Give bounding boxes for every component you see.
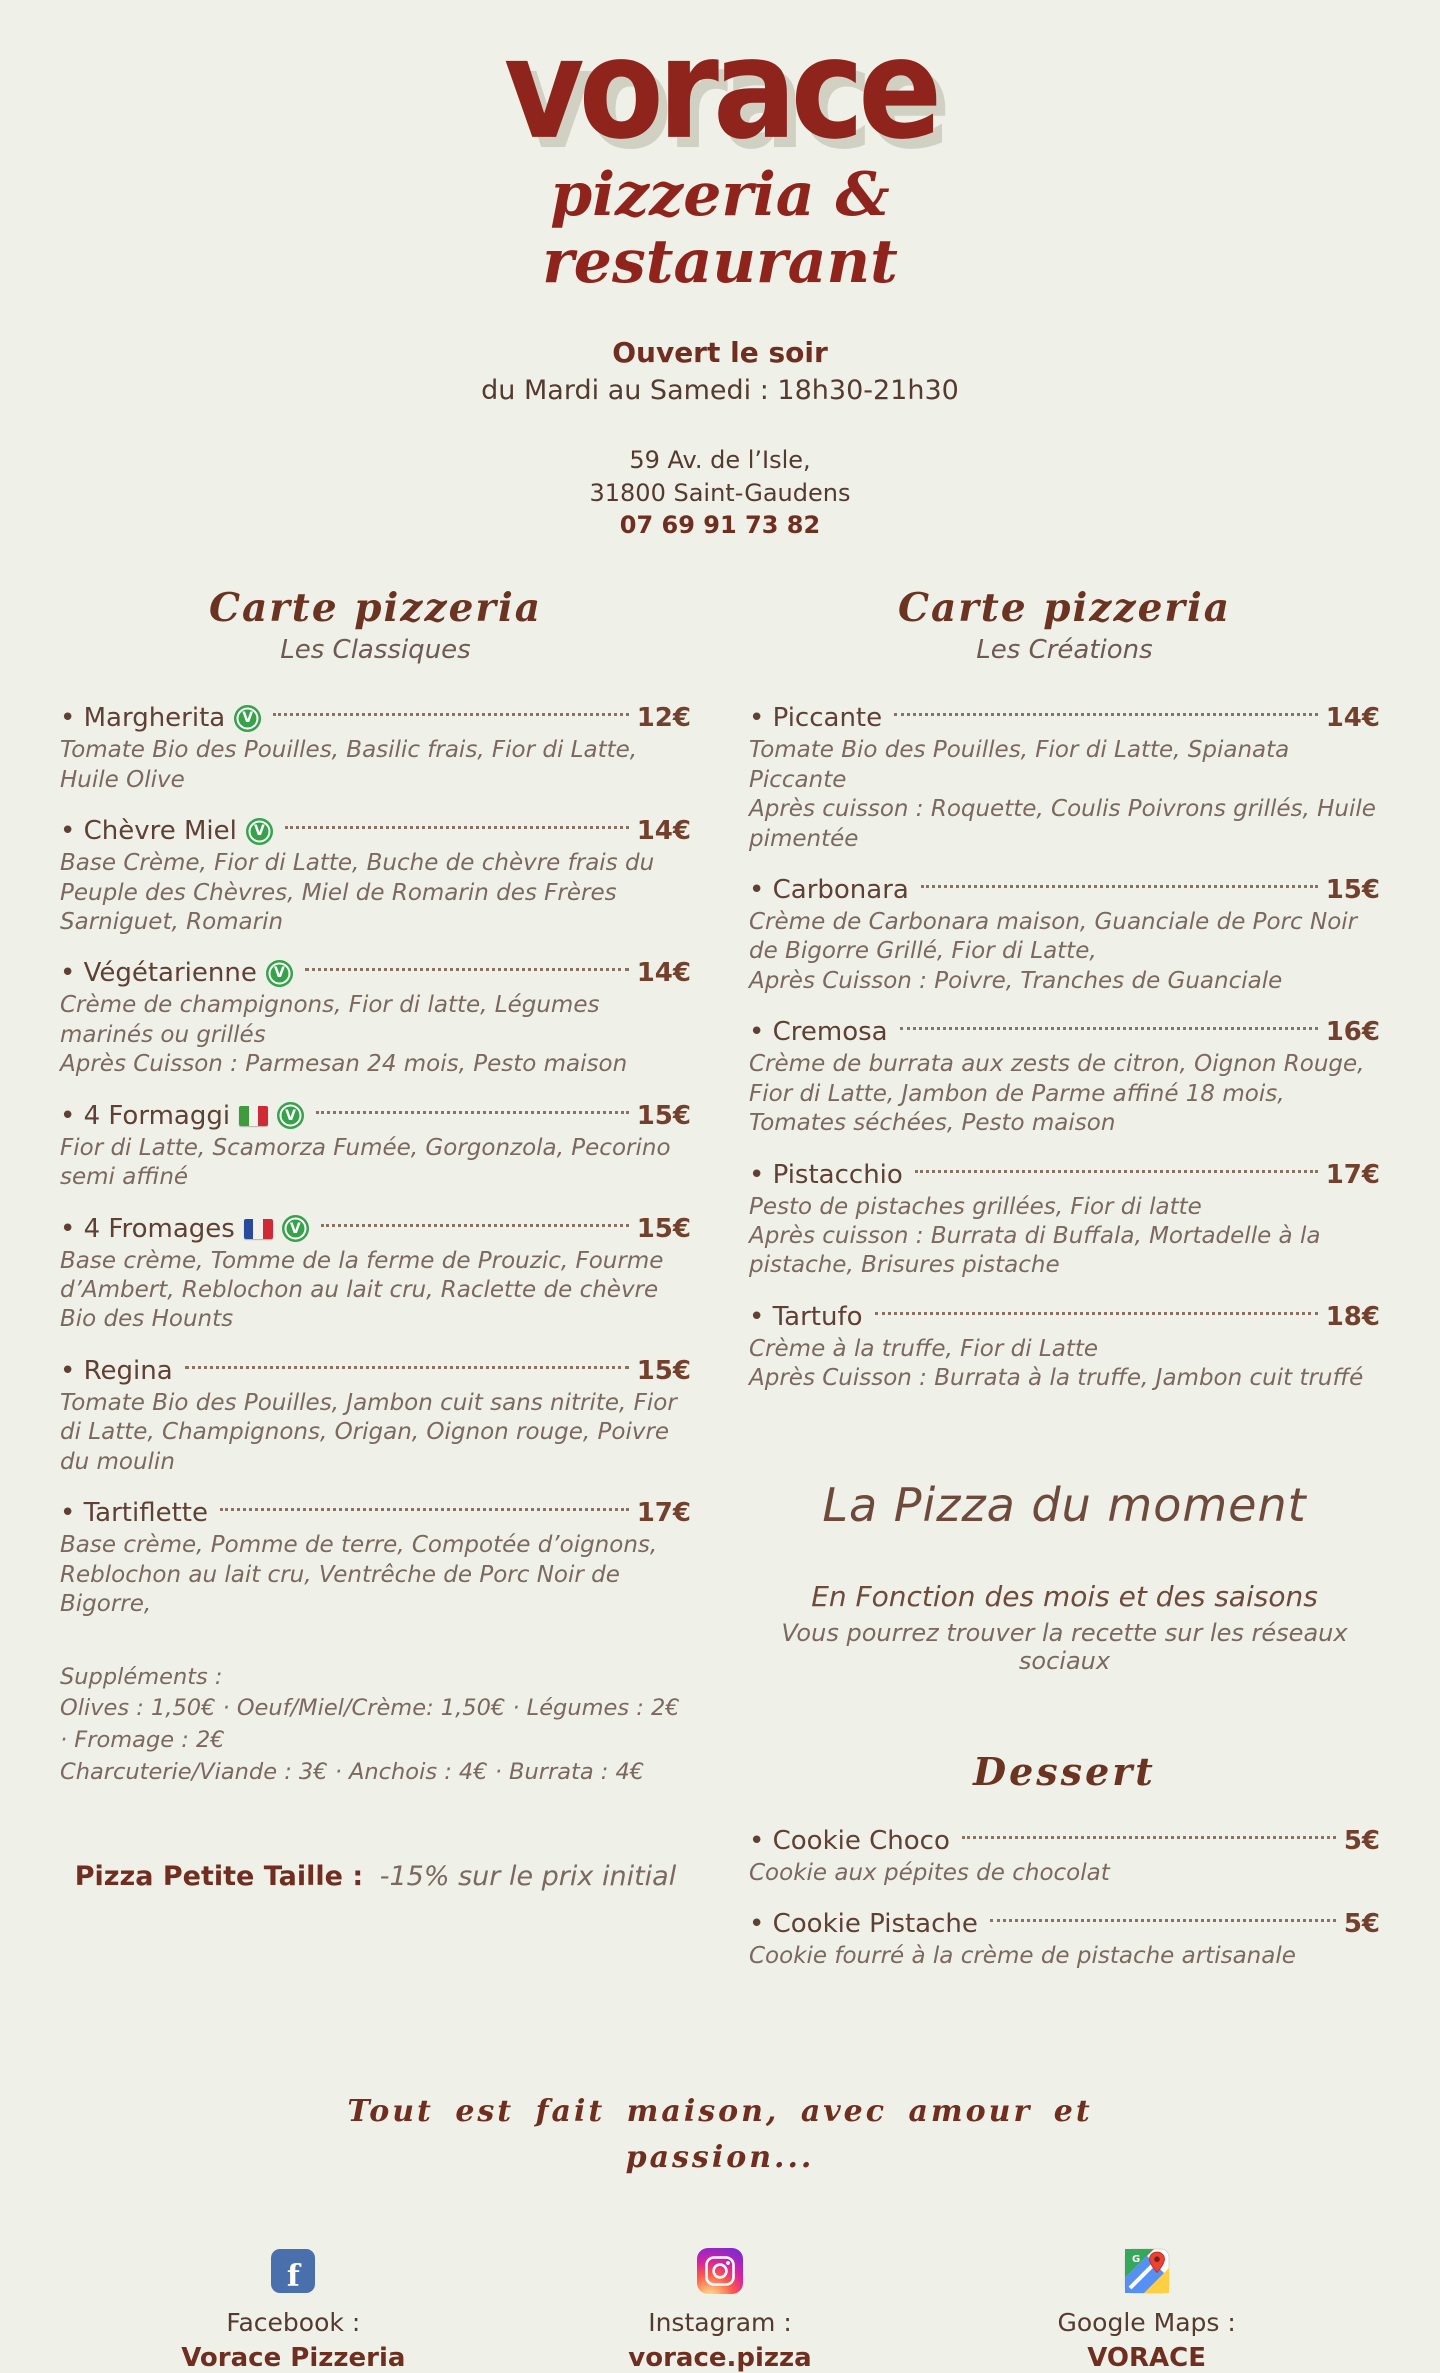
menu-item-header	[749, 875, 1380, 905]
google-maps-handle[interactable]: VORACE	[1087, 2342, 1207, 2373]
item-description: Base crème, Tomme de la ferme de Prouzic, Fourme d’Ambert, Reblochon au lait cru, Raclette de chèvre Bio des Hounts	[60, 1247, 664, 1333]
menu-item-header	[60, 816, 691, 846]
menu-item-header	[60, 703, 691, 733]
creations-column	[749, 585, 1380, 1992]
small-size-offer	[60, 1861, 691, 1892]
item-name: • Végétarienne	[60, 958, 257, 989]
item-price: 16€	[1325, 1017, 1380, 1048]
dotted-leader	[273, 713, 629, 716]
pizza-moment-line1: En Fonction des mois et des saisons	[811, 1579, 1318, 1613]
menu-item-header	[60, 958, 691, 988]
dotted-leader	[875, 1312, 1318, 1315]
facebook-block[interactable]	[80, 2246, 507, 2373]
item-price: 18€	[1325, 1301, 1380, 1332]
creations-item-list	[749, 703, 1380, 1394]
tagline	[0, 2089, 1440, 2182]
tagline-line2: passion...	[625, 2140, 815, 2176]
pizza-moment-title: La Pizza du moment	[822, 1477, 1307, 1532]
small-size-label: Pizza Petite Taille :	[74, 1861, 364, 1893]
menu-columns	[0, 585, 1440, 1992]
item-description: Crème à la truffe, Fior di Latte Après Cuisson : Burrata à la truffe, Jambon cuit truffé	[749, 1335, 1364, 1392]
address	[0, 444, 1440, 509]
menu-item	[60, 816, 691, 937]
vegetarian-icon: V	[234, 705, 261, 732]
menu-item-header	[60, 1498, 691, 1528]
italian-flag-icon	[239, 1106, 268, 1126]
dotted-leader	[305, 968, 629, 971]
menu-item	[749, 703, 1380, 854]
small-size-value: -15% sur le prix initial	[379, 1861, 677, 1893]
item-name: • Tartufo	[749, 1301, 863, 1332]
instagram-icon-wrap[interactable]	[507, 2246, 934, 2296]
supplements-line1: Olives : 1,50€ · Oeuf/Miel/Crème: 1,50€ · Légumes : 2€ · Fromage : 2€	[60, 1695, 680, 1754]
item-price: 5€	[1343, 1825, 1380, 1856]
item-name: • Cookie Pistache	[749, 1909, 978, 1940]
facebook-icon[interactable]: f	[271, 2249, 315, 2293]
vegetarian-icon: V	[266, 960, 293, 987]
menu-item-header	[749, 1302, 1380, 1332]
item-price: 15€	[1325, 874, 1380, 905]
supplements-line2: Charcuterie/Viande : 3€ · Anchois : 4€ · Burrata : 4€	[60, 1759, 645, 1786]
item-description: Pesto de pistaches grillées, Fior di latte Après cuisson : Burrata di Buffala, Mortadelle à la pistache, Brisures pistache	[749, 1193, 1321, 1279]
item-description: Crème de Carbonara maison, Guanciale de Porc Noir de Bigorre Grillé, Fior di Latte, Après Cuisson : Poivre, Tranches de Guanciale	[749, 908, 1358, 994]
item-description: Cookie aux pépites de chocolat	[749, 1859, 1110, 1886]
item-name: • Cremosa	[749, 1017, 888, 1048]
google-maps-icon[interactable]	[1124, 2248, 1170, 2294]
menu-item	[749, 1302, 1380, 1394]
dotted-leader	[915, 1170, 1318, 1173]
menu-item	[749, 1826, 1380, 1888]
menu-item	[749, 1017, 1380, 1138]
menu-item	[749, 1909, 1380, 1971]
supplements-title: Suppléments :	[60, 1663, 223, 1690]
pizza-moment-line2: Vous pourrez trouver la recette sur les réseaux sociaux	[781, 1618, 1348, 1675]
item-description: Fior di Latte, Scamorza Fumée, Gorgonzola, Pecorino semi affiné	[60, 1134, 671, 1191]
menu-item	[749, 1160, 1380, 1281]
item-name: • Margherita	[60, 703, 226, 734]
logo-subtitle-line1: pizzeria &	[550, 160, 890, 231]
item-price: 15€	[636, 1355, 691, 1386]
menu-item-header	[749, 1909, 1380, 1939]
supplements	[60, 1662, 691, 1790]
item-price: 5€	[1343, 1909, 1380, 1940]
logo-vorace: vorace	[503, 9, 937, 171]
item-description: Crème de champignons, Fior di latte, Légumes marinés ou grillés Après Cuisson : Parmesan 24 mois, Pesto maison	[60, 992, 628, 1078]
item-price: 17€	[636, 1498, 691, 1529]
facebook-handle[interactable]: Vorace Pizzeria	[181, 2342, 406, 2373]
menu-header	[0, 0, 1440, 539]
google-maps-block[interactable]	[933, 2246, 1360, 2373]
svg-text:G: G	[1131, 2253, 1140, 2265]
item-name: • Regina	[60, 1355, 173, 1386]
tagline-line1: Tout est fait maison, avec amour et	[347, 2093, 1093, 2129]
vegetarian-icon: V	[277, 1102, 304, 1129]
item-description: Cookie fourré à la crème de pistache artisanale	[749, 1943, 1296, 1970]
address-line1: 59 Av. de l’Isle,	[629, 446, 811, 475]
classics-item-list	[60, 703, 691, 1619]
creations-subtitle: Les Créations	[976, 635, 1153, 666]
item-description: Tomate Bio des Pouilles, Fior di Latte, Spianata Piccante Après cuisson : Roquette, Coulis Poivrons grillés, Huile pimentée	[749, 737, 1376, 852]
instagram-label: Instagram :	[648, 2307, 792, 2337]
item-name: • 4 Formaggi	[60, 1100, 231, 1131]
facebook-label: Facebook :	[226, 2307, 361, 2337]
classics-subtitle: Les Classiques	[280, 635, 471, 666]
item-price: 17€	[1325, 1159, 1380, 1190]
menu-item	[60, 1498, 691, 1619]
address-line2: 31800 Saint-Gaudens	[589, 478, 851, 507]
facebook-icon-wrap[interactable]	[80, 2246, 507, 2296]
phone-number: 07 69 91 73 82	[619, 511, 821, 540]
dotted-leader	[316, 1111, 629, 1114]
dotted-leader	[185, 1366, 629, 1369]
menu-item-header	[749, 1160, 1380, 1190]
french-flag-icon	[244, 1219, 273, 1239]
menu-item	[60, 1101, 691, 1193]
instagram-handle[interactable]: vorace.pizza	[628, 2342, 812, 2373]
menu-item-header	[749, 1826, 1380, 1856]
dotted-leader	[962, 1836, 1336, 1839]
menu-item-header	[749, 1017, 1380, 1047]
vegetarian-icon: V	[282, 1215, 309, 1242]
instagram-camera-glyph	[705, 2256, 735, 2286]
item-description: Base crème, Pomme de terre, Compotée d’oignons, Reblochon au lait cru, Ventrêche de Porc Noir de Bigorre,	[60, 1532, 658, 1618]
item-name: • 4 Fromages	[60, 1213, 235, 1244]
item-name: • Pistacchio	[749, 1159, 903, 1190]
google-maps-label: Google Maps :	[1057, 2307, 1236, 2337]
item-description: Crème de burrata aux zests de citron, Oignon Rouge, Fior di Latte, Jambon de Parme affiné 18 mois, Tomates séchées, Pesto maison	[749, 1051, 1365, 1137]
item-price: 15€	[636, 1100, 691, 1131]
menu-item-header	[60, 1356, 691, 1386]
menu-item	[60, 958, 691, 1079]
dessert-title: Dessert	[973, 1748, 1156, 1794]
dotted-leader	[285, 826, 629, 829]
instagram-icon[interactable]	[697, 2248, 743, 2294]
menu-item-header	[60, 1101, 691, 1131]
google-maps-icon-wrap[interactable]	[933, 2246, 1360, 2296]
item-description: Base Crème, Fior di Latte, Buche de chèvre frais du Peuple des Chèvres, Miel de Romarin des Frères Sarniguet, Romarin	[60, 850, 655, 935]
item-price: 14€	[636, 958, 691, 989]
dotted-leader	[921, 885, 1318, 888]
item-name: • Carbonara	[749, 874, 909, 905]
dotted-leader	[220, 1508, 629, 1511]
menu-item	[60, 703, 691, 795]
menu-item-header	[60, 1214, 691, 1244]
dessert-item-list	[749, 1826, 1380, 1972]
item-price: 14€	[636, 816, 691, 847]
item-description: Tomate Bio des Pouilles, Basilic frais, Fior di Latte, Huile Olive	[60, 737, 638, 793]
dotted-leader	[894, 713, 1318, 716]
classics-column	[60, 585, 691, 1992]
opening-hours: du Mardi au Samedi : 18h30-21h30	[481, 375, 959, 407]
instagram-block[interactable]	[507, 2246, 934, 2373]
logo-subtitle-line2: restaurant	[542, 227, 898, 298]
vegetarian-icon: V	[246, 818, 273, 845]
pizza-of-the-moment	[749, 1478, 1380, 1675]
menu-item	[60, 1356, 691, 1477]
menu-item	[60, 1214, 691, 1335]
opening-hours-title: Ouvert le soir	[612, 336, 828, 370]
classics-title: Carte pizzeria	[208, 585, 543, 632]
menu-item	[749, 875, 1380, 996]
item-price: 15€	[636, 1213, 691, 1244]
dotted-leader	[900, 1027, 1318, 1030]
item-price: 12€	[636, 703, 691, 734]
item-name: • Piccante	[749, 703, 883, 734]
social-links	[80, 2246, 1360, 2373]
creations-title: Carte pizzeria	[897, 585, 1232, 632]
item-name: • Chèvre Miel	[60, 816, 237, 847]
menu-item-header	[749, 703, 1380, 733]
item-description: Tomate Bio des Pouilles, Jambon cuit sans nitrite, Fior di Latte, Champignons, Origan, Oignon rouge, Poivre du moulin	[60, 1389, 677, 1475]
dotted-leader	[321, 1224, 629, 1227]
item-name: • Cookie Choco	[749, 1825, 950, 1856]
item-name: • Tartiflette	[60, 1498, 208, 1529]
item-price: 14€	[1325, 703, 1380, 734]
